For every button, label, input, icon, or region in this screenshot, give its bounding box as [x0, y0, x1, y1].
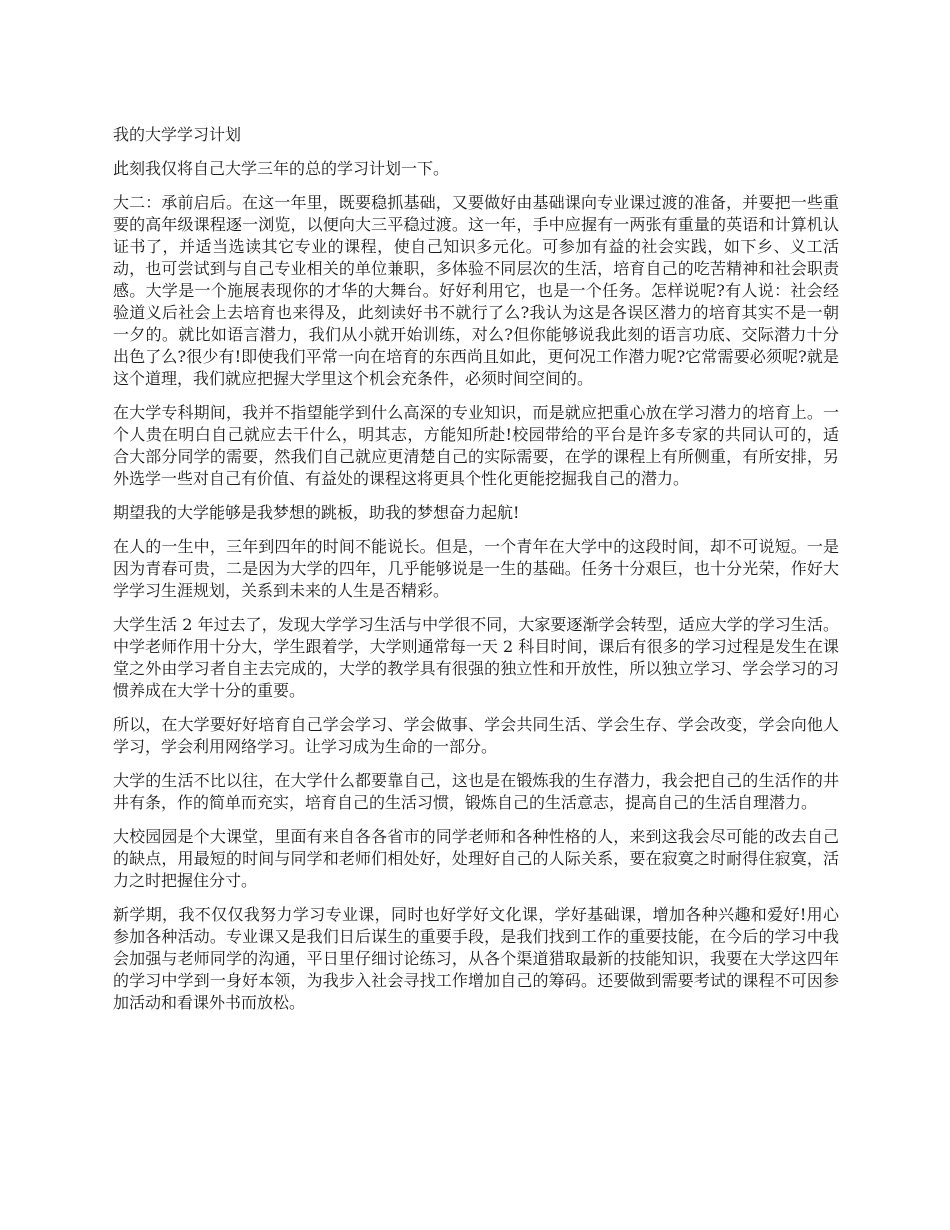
paragraph-7: 所以，在大学要好好培育自己学会学习、学会做事、学会共同生活、学会生存、学会改变，学会向他人学习，学会利用网络学习。让学习成为生命的一部分。	[113, 715, 839, 756]
paragraph-1: 此刻我仅将自己大学三年的总的学习计划一下。	[113, 159, 450, 178]
paragraph-9: 大校园园是个大课堂，里面有来自各各省市的同学老师和各种性格的人，来到这我会尽可能的改去自己的缺点，用最短的时间与同学和老师们相处好，处理好自己的人际关系，要在寂寞之时耐得住寂寞，活力之时把握住分寸。	[113, 827, 839, 890]
paragraph-5: 在人的一生中，三年到四年的时间不能说长。但是，一个青年在大学中的这段时间，却不可说短。一是因为青春可贵，二是因为大学的四年，几乎能够说是一生的基础。任务十分艰巨，也十分光荣，作好大学学习生涯规划，关系到未来的人生是否精彩。	[113, 537, 839, 600]
paragraph-3: 在大学专科期间，我并不指望能学到什么高深的专业知识，而是就应把重心放在学习潜力的培育上。一个人贵在明白自己就应去干什么，明其志，方能知所赴!校园带给的平台是许多专家的共同认可的，适合大部分同学的需要，然我们自己就应更清楚自己的实际需要，在学的课程上有所侧重，有所安排，另外选学一些对自己有价值、有益处的课程这将更具个性化更能挖掘我自己的潜力。	[113, 403, 839, 488]
paragraph-6: 大学生活 2 年过去了，发现大学学习生活与中学很不同，大家要逐渐学会转型，适应大学的学习生活。中学老师作用十分大，学生跟着学，大学则通常每一天 2 科目时间，课后有很多的学习过程是发生在课堂之外由学习者自主去完成的，大学的教学具有很强的独立性和开放性，所以独立学习、学会学习的习惯养成在大学十分的重要。	[113, 615, 839, 700]
document-body	[113, 124, 839, 1026]
paragraph-2: 大二：承前启后。在这一年里，既要稳抓基础，又要做好由基础课向专业课过渡的准备，并要把一些重要的高年级课程逐一浏览，以便向大三平稳过渡。这一年，手中应握有一两张有重量的英语和计算机认证书了，并适当选读其它专业的课程，使自己知识多元化。可参加有益的社会实践，如下乡、义工活动，也可尝试到与自己专业相关的单位兼职，多体验不同层次的生活，培育自己的吃苦精神和社会职责感。大学是一个施展表现你的才华的大舞台。好好利用它，也是一个任务。怎样说呢?有人说：社会经验道义后社会上去培育也来得及，此刻读好书不就行了么?我认为这是各误区潜力的培育其实不是一朝一夕的。就比如语言潜力，我们从小就开始训练，对么?但你能够说我此刻的语言功底、交际潜力十分出色了么?很少有!即使我们平常一向在培育的东西尚且如此，更何况工作潜力呢?它常需要必须呢?就是这个道理，我们就应把握大学里这个机会充条件，必须时间空间的。	[113, 193, 839, 388]
paragraph-4: 期望我的大学能够是我梦想的跳板，助我的梦想奋力起航!	[113, 503, 520, 522]
paragraph-10: 新学期，我不仅仅我努力学习专业课，同时也好学好文化课，学好基础课，增加各种兴趣和爱好!用心参加各种活动。专业课又是我们日后谋生的重要手段，是我们找到工作的重要技能，在今后的学习中我会加强与老师同学的沟通，平日里仔细讨论练习，从各个渠道猎取最新的技能知识，我要在大学这四年的学习中学到一身好本领，为我步入社会寻找工作增加自己的筹码。还要做到需要考试的课程不可因参加活动和看课外书而放松。	[113, 905, 839, 1012]
document-title: 我的大学学习计划	[113, 125, 242, 144]
paragraph-8: 大学的生活不比以往，在大学什么都要靠自己，这也是在锻炼我的生存潜力，我会把自己的生活作的井井有条，作的简单而充实，培育自己的生活习惯，锻炼自己的生活意志，提高自己的生活自理潜力。	[113, 771, 839, 812]
